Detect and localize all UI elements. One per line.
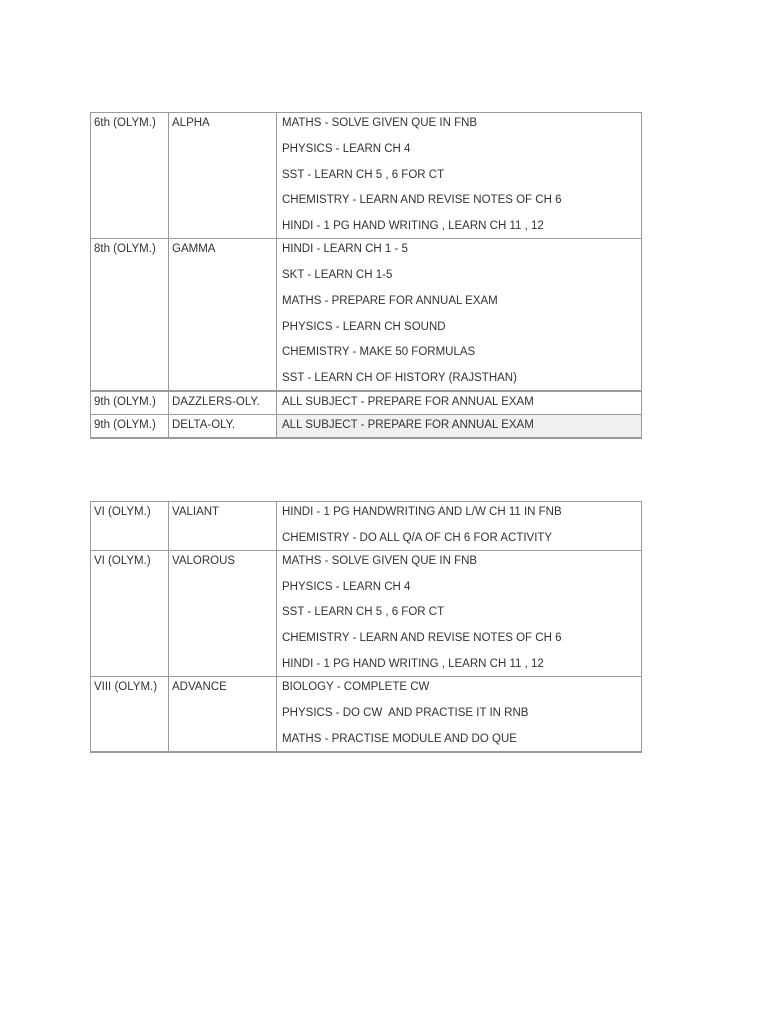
homework-cell — [277, 502, 642, 551]
table-row — [91, 415, 642, 439]
batch-cell: VALOROUS — [169, 550, 277, 676]
homework-line: HINDI - LEARN CH 1 - 5 — [282, 243, 408, 256]
homework-line: CHEMISTRY - LEARN AND REVISE NOTES OF CH 6 — [282, 194, 562, 207]
homework-line: HINDI - 1 PG HANDWRITING AND L/W CH 11 IN FNB — [282, 506, 562, 518]
class-cell: 8th (OLYM.) — [91, 239, 169, 391]
homework-cell — [277, 676, 642, 751]
table-row — [91, 391, 642, 415]
homework-line: SKT - LEARN CH 1-5 — [282, 268, 393, 281]
homework-line: CHEMISTRY - LEARN AND REVISE NOTES OF CH 6 — [282, 632, 562, 645]
class-cell: 6th (OLYM.) — [91, 113, 169, 239]
homework-line: PHYSICS - DO CW AND PRACTISE IT IN RNB — [282, 706, 529, 719]
batch-cell: ALPHA — [169, 113, 277, 239]
table-row — [91, 550, 642, 676]
homework-line: ALL SUBJECT - PREPARE FOR ANNUAL EXAM — [282, 419, 534, 432]
class-cell: VI (OLYM.) — [91, 550, 169, 676]
homework-line: PHYSICS - LEARN CH 4 — [282, 142, 411, 155]
homework-line: CHEMISTRY - DO ALL Q/A OF CH 6 FOR ACTIVITY — [282, 531, 553, 544]
homework-cell — [277, 550, 642, 676]
homework-line: MATHS - SOLVE GIVEN QUE IN FNB — [282, 117, 478, 129]
batch-cell: ADVANCE — [169, 676, 277, 751]
homework-line: HINDI - 1 PG HAND WRITING , LEARN CH 11 , 12 — [282, 657, 544, 670]
class-cell: 9th (OLYM.) — [91, 415, 169, 439]
table-row — [91, 502, 642, 551]
homework-line: SST - LEARN CH OF HISTORY (RAJSTHAN) — [282, 372, 517, 385]
homework-cell — [277, 113, 642, 239]
class-cell: 9th (OLYM.) — [91, 391, 169, 415]
homework-line: PHYSICS - LEARN CH SOUND — [282, 320, 446, 333]
batch-cell: DELTA-OLY. — [169, 415, 277, 439]
homework-line: SST - LEARN CH 5 , 6 FOR CT — [282, 606, 445, 619]
table-row — [91, 676, 642, 751]
batch-cell: VALIANT — [169, 502, 277, 551]
homework-line: CHEMISTRY - MAKE 50 FORMULAS — [282, 346, 476, 359]
homework-line: PHYSICS - LEARN CH 4 — [282, 580, 411, 593]
homework-line: SST - LEARN CH 5 , 6 FOR CT — [282, 168, 445, 181]
homework-cell — [277, 415, 642, 439]
homework-line: ALL SUBJECT - PREPARE FOR ANNUAL EXAM — [282, 396, 534, 409]
homework-table-2 — [90, 501, 642, 753]
homework-table-1 — [90, 112, 642, 439]
homework-line: MATHS - SOLVE GIVEN QUE IN FNB — [282, 554, 478, 567]
class-cell: VIII (OLYM.) — [91, 676, 169, 751]
homework-cell — [277, 391, 642, 415]
table-row — [91, 239, 642, 391]
batch-cell: GAMMA — [169, 239, 277, 391]
table-row — [91, 113, 642, 239]
class-cell: VI (OLYM.) — [91, 502, 169, 551]
homework-line: MATHS - PREPARE FOR ANNUAL EXAM — [282, 294, 498, 307]
batch-cell: DAZZLERS-OLY. — [169, 391, 277, 415]
homework-line: MATHS - PRACTISE MODULE AND DO QUE — [282, 732, 517, 745]
homework-line: HINDI - 1 PG HAND WRITING , LEARN CH 11 , 12 — [282, 220, 544, 233]
homework-line: BIOLOGY - COMPLETE CW — [282, 680, 430, 693]
homework-cell — [277, 239, 642, 391]
